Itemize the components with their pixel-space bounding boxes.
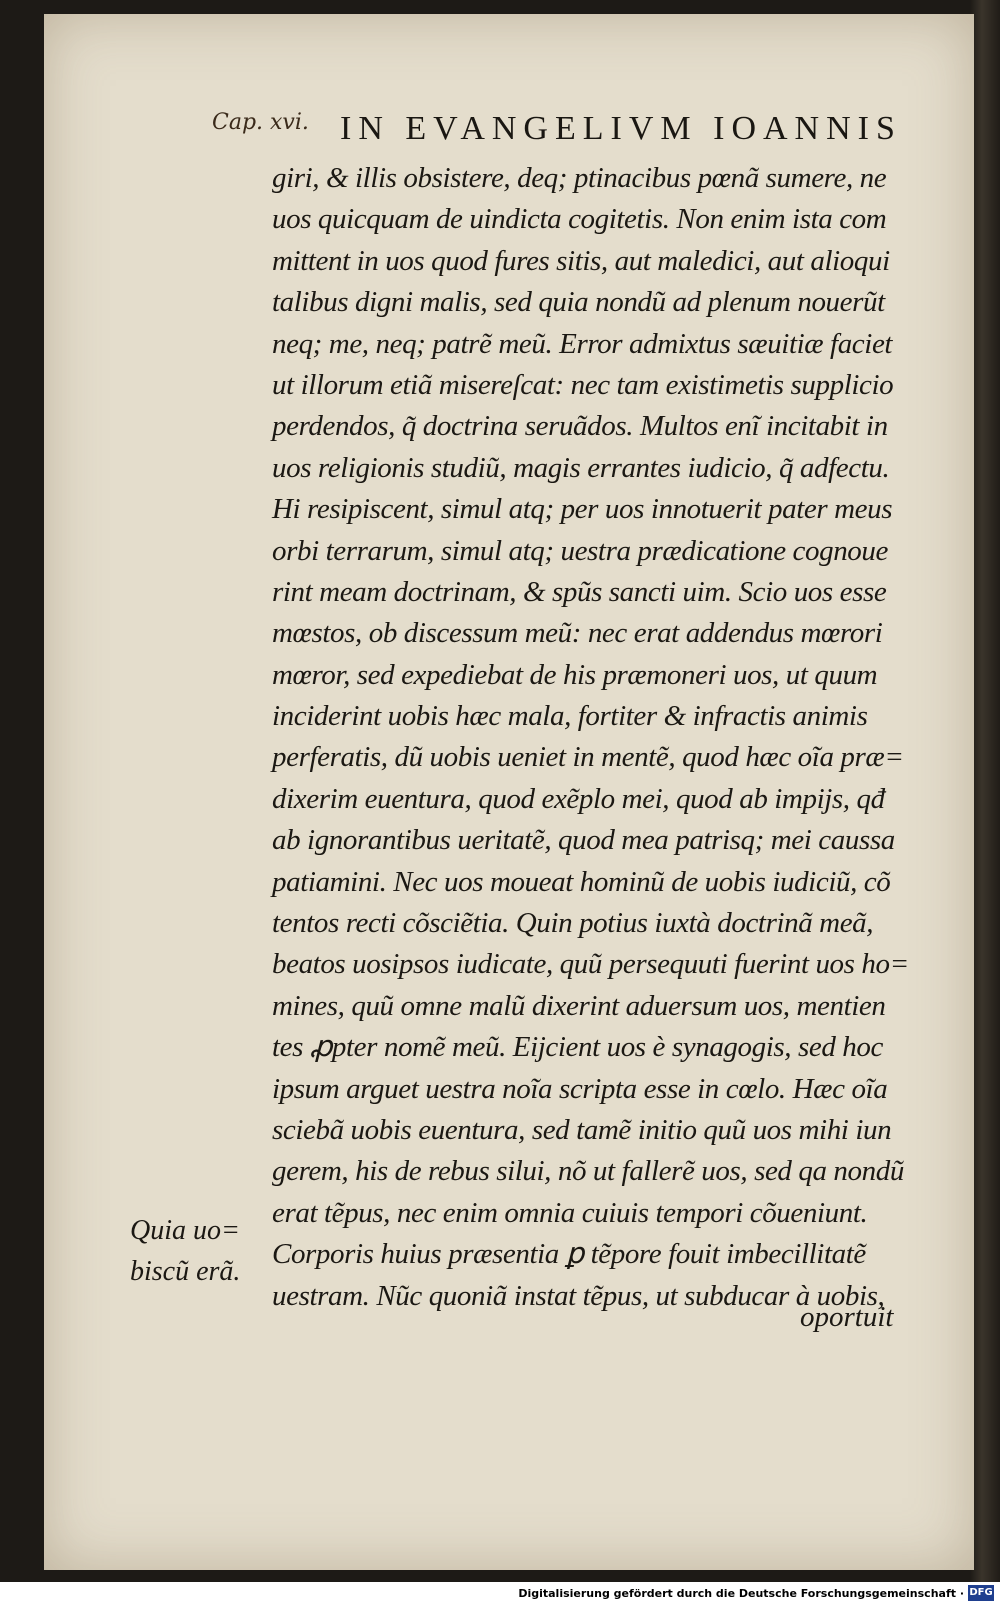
text-line: neq; me, neq; patrẽ meũ. Error admixtus sæuitiæ faciet (272, 327, 893, 360)
text-line: tentos recti cõsciẽtia. Quin potius iuxtà doctrinã meã, (272, 907, 874, 940)
text-line: uestram. Nũc quoniã instat tẽpus, ut subducar à uobis, (272, 1279, 885, 1312)
text-line: Corporis huius præsentia ꝑ tẽpore fouit imbecillitatẽ (272, 1238, 866, 1271)
text-line: perdendos, q̃ doctrina seruãdos. Multos enĩ incitabit in (272, 410, 888, 443)
text-line: mœror, sed expediebat de his præmoneri uos, ut quum (272, 658, 878, 691)
body-text (272, 158, 932, 1317)
text-line: beatos uosipsos iudicate, quũ persequuti fuerint uos ho= (272, 948, 909, 981)
text-line: giri, & illis obsistere, deq; ptinacibus pœnã sumere, ne (272, 162, 887, 194)
text-line: Hi resipiscent, simul atq; per uos innotuerit pater meus (272, 493, 893, 526)
text-line: perferatis, dũ uobis ueniet in mentẽ, quod hæc oĩa præ= (272, 741, 904, 774)
text-line: rint meam doctrinam, & spũs sancti uim. Scio uos esse (272, 575, 887, 608)
book-edge (970, 0, 1000, 1582)
text-line: dixerim euentura, quod exẽplo mei, quod ab impijs, qđ (272, 782, 885, 815)
text-line: inciderint uobis hæc mala, fortiter & infractis animis (272, 700, 868, 733)
text-line: uos quicquam de uindicta cogitetis. Non enim ista com (272, 203, 887, 236)
text-line: talibus digni malis, sed quia nondũ ad plenum nouerũt (272, 286, 885, 319)
text-line: orbi terrarum, simul atq; uestra prædicatione cognoue (272, 534, 888, 567)
text-line: ut illorum etiã misereſcat: nec tam existimetis supplicio (272, 368, 894, 401)
text-line: erat tẽpus, nec enim omnia cuiuis tempori cõueniunt. (272, 1196, 868, 1229)
text-line: mœstos, ob discessum meũ: nec erat addendus mœrori (272, 617, 883, 650)
text-line: uos religionis studiũ, magis errantes iudicio, q̃ adfectu. (272, 451, 890, 484)
margin-note-chapter: Cap. xvi. (212, 110, 309, 135)
catchword: oportuit (800, 1301, 894, 1333)
gloss-line: Quia uo= (130, 1215, 240, 1246)
text-line: mines, quũ omne malũ dixerint aduersum uos, mentien (272, 989, 886, 1022)
text-line: patiamini. Nec uos moueat hominũ de uobis iudiciũ, cõ (272, 865, 891, 898)
gloss-line: biscũ erã. (130, 1256, 241, 1287)
running-head: IN EVANGELIVM IOANNIS (340, 110, 902, 147)
text-line: sciebã uobis euentura, sed tamẽ initio quũ uos mihi iun (272, 1113, 892, 1146)
text-line: ipsum arguet uestra noĩa scripta esse in cœlo. Hæc oĩa (272, 1072, 888, 1105)
text-line: gerem, his de rebus silui, nõ ut fallerẽ uos, sed qa nondũ (272, 1155, 904, 1188)
footer-credit: Digitalisierung gefördert durch die Deutsche Forschungsgemeinschaft · (518, 1587, 964, 1600)
text-line: mittent in uos quod fures sitis, aut maledici, aut alioqui (272, 244, 890, 277)
dfg-logo-icon: DFG (968, 1585, 994, 1601)
text-line: ab ignorantibus ueritatẽ, quod mea patrisq; mei caussa (272, 824, 895, 857)
text-line: tes ꝓpter nomẽ meũ. Eijcient uos è synagogis, sed hoc (272, 1031, 883, 1064)
marginal-gloss (130, 1210, 240, 1292)
footer-bar (0, 1582, 1000, 1606)
